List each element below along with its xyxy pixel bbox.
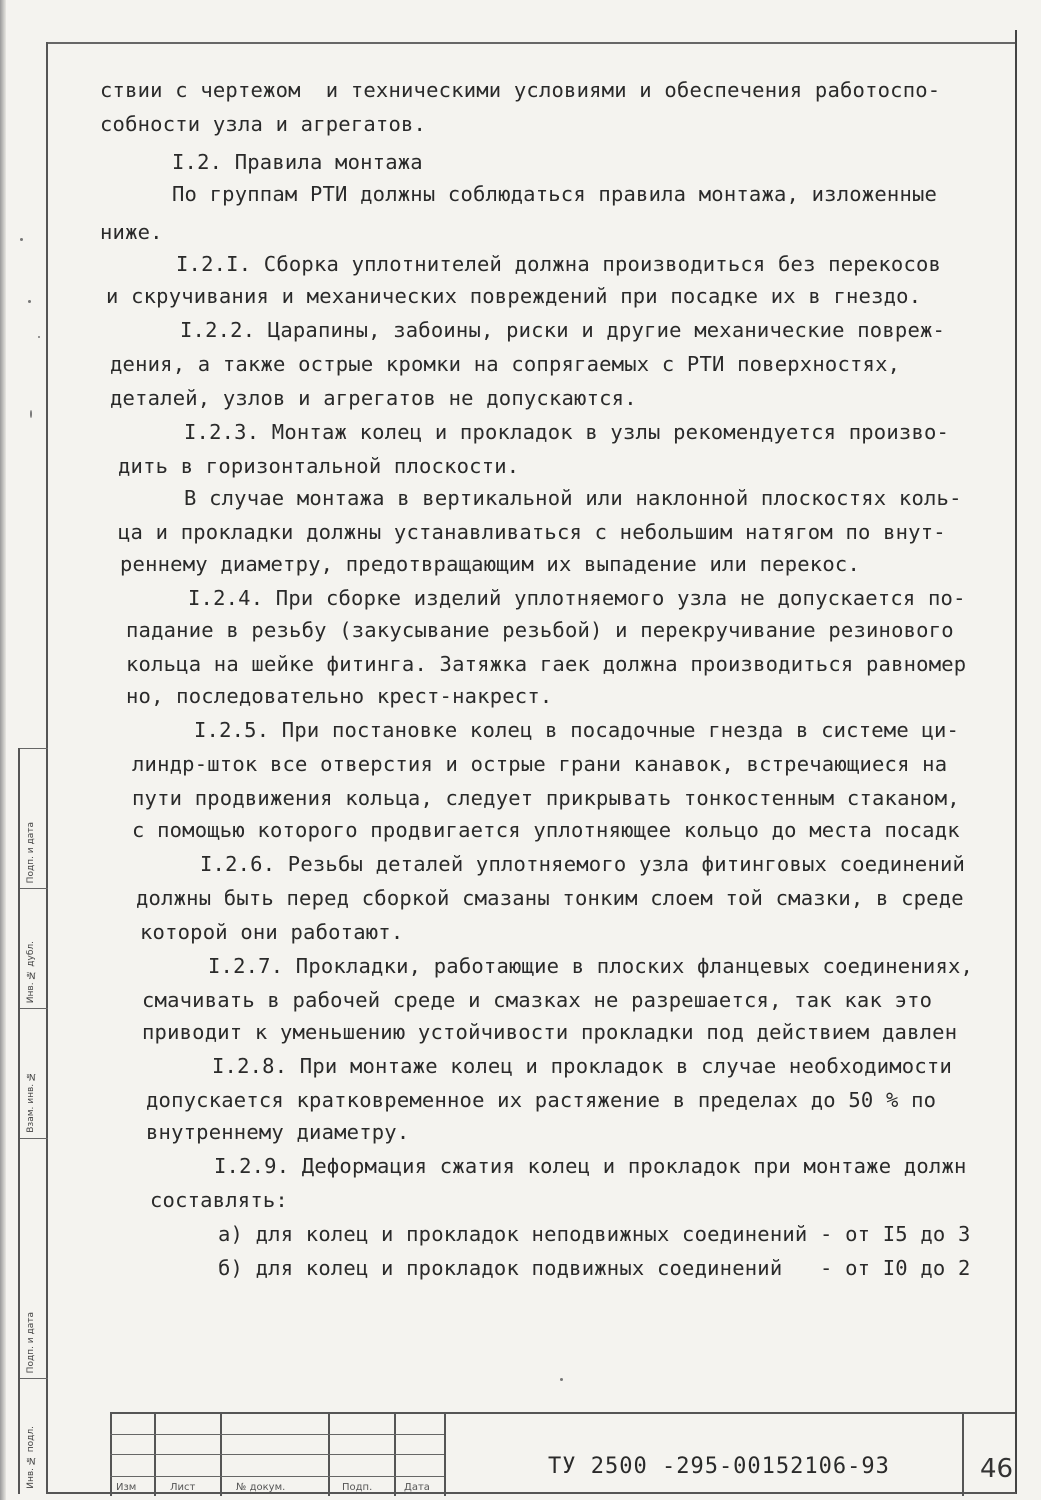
title-block-row-line <box>110 1434 444 1435</box>
scan-edge-shadow <box>0 0 6 1500</box>
document-code: ТУ 2500 -295-00152106-93 <box>548 1454 890 1479</box>
text-line: деталей, узлов и агрегатов не допускаются. <box>110 386 637 410</box>
text-line: кольца на шейке фитинга. Затяжка гаек должна производиться равномер <box>126 652 967 676</box>
text-line: I.2.4. При сборке изделий уплотняемого узла не допускается по- <box>188 586 966 610</box>
section-heading: I.2. Правила монтажа <box>172 150 423 174</box>
text-line: По группам РТИ должны соблюдаться правила монтажа, изложенные <box>172 182 938 206</box>
text-line: I.2.I. Сборка уплотнителей должна производиться без перекосов <box>176 252 942 276</box>
text-line: составлять: <box>150 1188 288 1212</box>
scan-speck <box>28 300 31 303</box>
text-line: ца и прокладки должны устанавливаться с небольшим натягом по внут- <box>118 520 946 544</box>
text-line: внутреннему диаметру. <box>146 1120 410 1144</box>
text-line: I.2.5. При постановке колец в посадочные гнезда в системе ци- <box>194 718 960 742</box>
stamp-cell <box>20 888 48 1009</box>
column-label-signature: Подп. <box>342 1482 373 1493</box>
title-block-divider <box>154 1414 156 1496</box>
text-line: с помощью которого продвигается уплотняющее кольцо до места посадк <box>132 818 960 842</box>
stamp-label: Инв. № дубл. <box>26 940 36 1003</box>
title-block-divider <box>110 1414 112 1496</box>
page-number: 46 <box>980 1454 1014 1484</box>
text-line: которой они работают. <box>140 920 404 944</box>
text-line: линдр-шток все отверстия и острые грани канавок, встречающиеся на <box>132 752 948 776</box>
column-label-date: Дата <box>404 1482 430 1493</box>
scan-speck <box>20 238 23 241</box>
text-line: допускается кратковременное их растяжение в пределах до 50 % по <box>146 1088 937 1112</box>
text-line: падание в резьбу (закусывание резьбой) и перекручивание резинового <box>126 618 954 642</box>
text-line: I.2.7. Прокладки, работающие в плоских фланцевых соединениях, <box>208 954 974 978</box>
text-line: приводит к уменьшению устойчивости прокладки под действием давлен <box>142 1020 958 1044</box>
text-line: собности узла и агрегатов. <box>100 112 427 136</box>
text-line: смачивать в рабочей среде и смазках не разрешается, так как это <box>142 988 933 1012</box>
text-line: ниже. <box>100 220 163 244</box>
stamp-cell <box>20 1008 48 1139</box>
list-item: б) для колец и прокладок подвижных соединений - от I0 до 2 <box>218 1256 971 1280</box>
text-line: реннему диаметру, предотвращающим их выпадение или перекос. <box>120 552 860 576</box>
text-line: и скручивания и механических повреждений при посадке их в гнездо. <box>106 284 922 308</box>
column-label-sheet: Лист <box>170 1482 196 1493</box>
text-line: дения, а также острые кромки на сопрягаемых с РТИ поверхностях, <box>110 352 901 376</box>
stamp-label: Подп. и дата <box>26 821 36 883</box>
column-label-doc-number: № докум. <box>236 1482 286 1493</box>
stamp-label: Взам. инв. № <box>26 1071 36 1133</box>
column-label-change: Изм <box>116 1482 137 1493</box>
frame-top-border <box>46 42 1016 44</box>
title-block-divider <box>328 1414 330 1496</box>
text-line: I.2.2. Царапины, забоины, риски и другие механические повреж- <box>180 318 946 342</box>
text-line: пути продвижения кольца, следует прикрывать тонкостенным стаканом, <box>132 786 960 810</box>
scan-speck <box>560 1378 563 1381</box>
stamp-label: Подп. и дата <box>26 1311 36 1373</box>
stamp-cell <box>20 748 48 889</box>
text-line: I.2.6. Резьбы деталей уплотняемого узла фитинговых соединений <box>200 852 966 876</box>
text-line: должны быть перед сборкой смазаны тонким слоем той смазки, в среде <box>136 886 964 910</box>
scan-speck <box>38 336 40 338</box>
title-block-divider <box>962 1414 964 1496</box>
title-block-row-line <box>110 1454 444 1455</box>
title-block-divider <box>220 1414 222 1496</box>
text-line: но, последовательно крест-накрест. <box>126 684 553 708</box>
text-line: I.2.8. При монтаже колец и прокладок в случае необходимости <box>212 1054 952 1078</box>
title-block-divider <box>444 1414 446 1496</box>
margin-stamp-column <box>18 748 48 1494</box>
title-block-divider <box>394 1414 396 1496</box>
list-item: а) для колец и прокладок неподвижных соединений - от I5 до 3 <box>218 1222 971 1246</box>
text-line: I.2.9. Деформация сжатия колец и прокладок при монтаже должн <box>214 1154 967 1178</box>
frame-right-border <box>1015 30 1017 1494</box>
stamp-cell <box>20 1138 48 1379</box>
scan-speck <box>30 410 32 418</box>
title-block-row-line <box>110 1476 444 1477</box>
text-line: дить в горизонтальной плоскости. <box>118 454 520 478</box>
stamp-cell <box>20 1378 48 1495</box>
text-line: ствии с чертежом и техническими условиями и обеспечения работоспо- <box>100 78 941 102</box>
text-line: I.2.3. Монтаж колец и прокладок в узлы рекомендуется произво- <box>184 420 950 444</box>
stamp-label: Инв. № подл. <box>26 1426 36 1489</box>
text-line: В случае монтажа в вертикальной или наклонной плоскостях коль- <box>184 486 962 510</box>
